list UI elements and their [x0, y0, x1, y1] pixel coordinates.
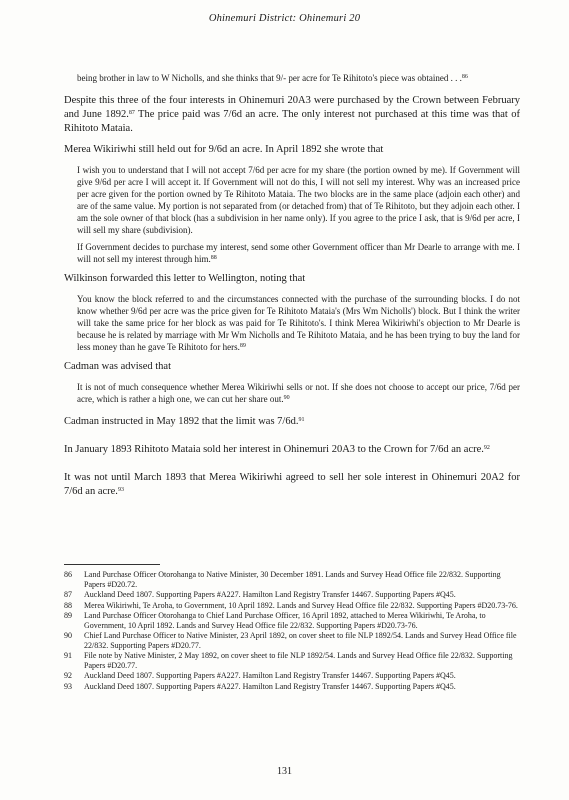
footnote-88: [64, 601, 520, 611]
page-number: 131: [277, 766, 292, 777]
paragraph-1: Despite this three of the four interests in Ohinemuri 20A3 were purchased by the Crown between February and June 1892.87 The price paid was 7/6d an acre. The only interest not purchased at this time was that of Rihitoto Mataia.: [64, 95, 520, 134]
block-quote-4: You know the block referred to and the circumstances connected with the purchase of the surrounding blocks. I do not know whether 9/6d per acre was the price given for Te Rihitoto Mataia's (Mrs Wm Nicholls') block. But I think the writer will take the same price for her block as was paid for Te Rihitoto's. I think Merea Wikiriwhi's objection to Mr Dearle is because he is related by marriage with Mr Wm Nicholls and Te Rihitoto Mataia, and he has been trying to buy the land for less money than he gave Te Rihitoto for hers.$^{89}$: [77, 294, 520, 352]
footnote-text: Chief Land Purchase Officer to Native Minister, 23 April 1892, on cover sheet to file NLP 1892/54. Lands and Survey Head Office file 22/832. Supporting Papers #D20.77.: [84, 631, 517, 650]
main-text: [64, 72, 520, 499]
paragraph-3: Wilkinson forwarded this letter to Wellington, noting that: [64, 273, 306, 284]
paragraph-7: It was not until March 1893 that Merea Wikiriwhi agreed to sell her sole interest in Ohinemuri 20A2 for 7/6d an acre.$^{93}$: [64, 472, 520, 497]
footnote-text: Auckland Deed 1807. Supporting Papers #A227. Hamilton Land Registry Transfer 14467. Supporting Papers #Q45.: [84, 681, 456, 691]
footnote-number: 92: [64, 671, 72, 680]
footnote-87: [64, 590, 520, 600]
paragraph-2: Merea Wikiriwhi still held out for 9/6d an acre. In April 1892 she wrote that: [64, 144, 384, 155]
footnote-number: 86: [64, 570, 72, 579]
block-quote-1: being brother in law to W Nicholls, and she thinks that 9/- per acre for Te Rihitoto's piece was obtained . . .$^{86}$: [77, 73, 468, 83]
footnote-ref-88[interactable]: 88: [210, 255, 217, 261]
footnote-92: [64, 671, 520, 681]
block-quote-5: It is not of much consequence whether Merea Wikiriwhi sells or not. If she does not choose to accept our price, 7/6d per acre, which is rather a high one, we can cut her share out.$^{90}$: [77, 382, 520, 404]
footnote-number: 93: [64, 681, 72, 691]
footnote-89: [64, 611, 520, 630]
footnote-93: [64, 682, 520, 692]
footnote-86: [64, 570, 520, 589]
footnote-ref-93[interactable]: 93: [117, 487, 124, 493]
paragraph-5: Cadman instructed in May 1892 that the limit was 7/6d.$^{91}$: [64, 416, 305, 427]
footnote-ref-86[interactable]: 86: [461, 74, 468, 80]
footnote-text: Merea Wikiriwhi, Te Aroha, to Government, 10 April 1892. Lands and Survey Head Office file 22/832. Supporting Papers #D20.73-76.: [84, 600, 518, 610]
footnote-90: [64, 631, 520, 650]
footnote-text: Land Purchase Officer Otorohanga to Native Minister, 30 December 1891. Lands and Survey Head Office file 22/832. Supporting Papers #D20.72.: [84, 570, 501, 589]
footnote-number: 88: [64, 600, 72, 610]
block-quote-3: If Government decides to purchase my interest, send some other Government officer than Mr Dearle to arrange with me. I will not sell my interest through him.$^{88}$: [77, 242, 520, 264]
footnote-text: Auckland Deed 1807. Supporting Papers #A227. Hamilton Land Registry Transfer 14467. Supporting Papers #Q45.: [84, 671, 456, 680]
footnote-91: [64, 651, 520, 670]
footnote-text: Auckland Deed 1807. Supporting Papers #A227. Hamilton Land Registry Transfer 14467. Supporting Papers #Q45.: [84, 590, 456, 599]
footnote-ref-89[interactable]: 89: [239, 343, 246, 349]
footnote-ref-90[interactable]: 90: [283, 395, 290, 401]
footnote-number: 90: [64, 631, 72, 640]
footnote-divider: [64, 564, 160, 565]
footnotes: [64, 570, 520, 692]
running-header: Ohinemuri District: Ohinemuri 20: [208, 13, 361, 24]
footnote-ref-92[interactable]: 92: [483, 445, 490, 451]
footnote-ref-87[interactable]: 87: [128, 110, 135, 116]
footnote-number: 91: [64, 651, 72, 660]
block-quote-2: I wish you to understand that I will not accept 7/6d per acre for my share (the portion owned by me). If Government will give 9/6d per acre I will accept it. If Government will not do this, I will not sell my interest. Why was an increased price per acre given for the portion owned by Te Rihitoto Mataia. The two blocks are in the same place (adjoin each other) and are of the same value. My portion is not separated from (or detached from) that of Te Rihitoto, but they adjoin each other. I am the sole owner of that block (has a subdivision in her name only). If you agree to the price I ask, that is 9/6d per acre, I will sell my share (subdivision).: [77, 165, 520, 235]
paragraph-4: Cadman was advised that: [64, 361, 172, 372]
footnote-number: 89: [64, 611, 72, 620]
footnote-number: 87: [64, 590, 72, 599]
footnote-text: Land Purchase Officer Otorohanga to Chief Land Purchase Officer, 16 April 1892, attached to Merea Wikiriwhi, Te Aroha, to Government, 10 April 1892. Lands and Survey Head Office file 22/832. Supporting Papers #D20.73-76.: [84, 611, 486, 630]
footnote-text: File note by Native Minister, 2 May 1892, on cover sheet to file NLP 1892/54. Lands and Survey Head Office file 22/832. Supporting Papers #D20.77.: [84, 651, 513, 670]
footnote-ref-91[interactable]: 91: [298, 417, 305, 423]
paragraph-6: In January 1893 Rihitoto Mataia sold her interest in Ohinemuri 20A3 to the Crown for 7/6d an acre.$^{92}$: [64, 444, 490, 455]
